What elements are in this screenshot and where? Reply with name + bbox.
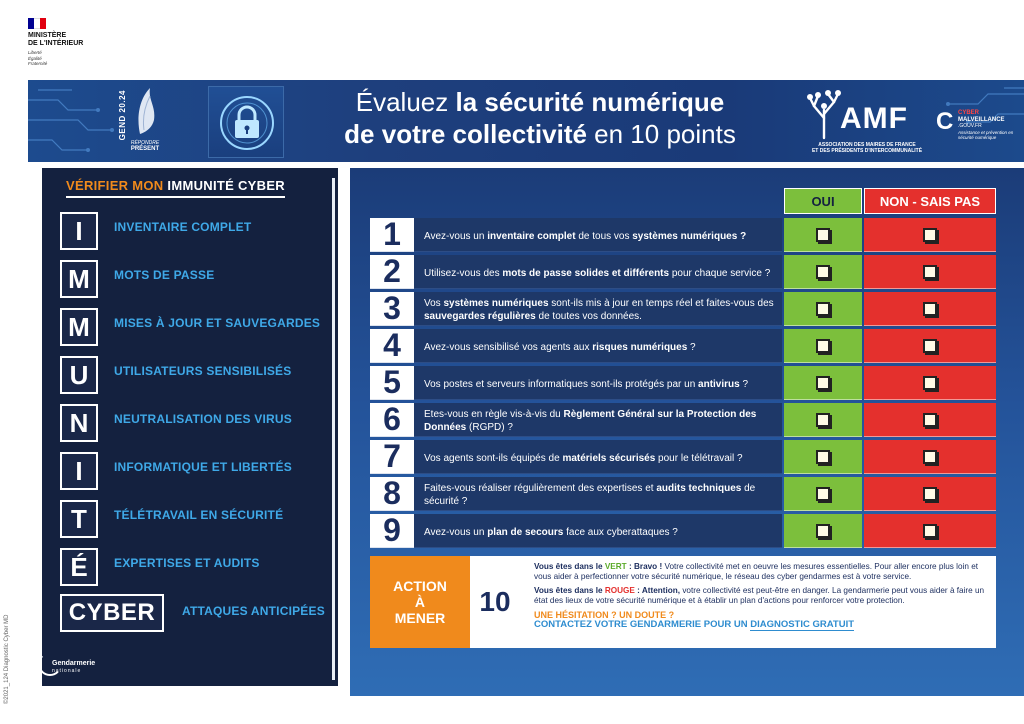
rouge-pre: Vous êtes dans le <box>534 586 605 595</box>
question-number: 4 <box>370 329 414 363</box>
question-row <box>370 514 996 548</box>
cyber-l3: .GOUV.FR <box>958 123 982 129</box>
oui-cell <box>784 477 862 511</box>
vert-word: VERT <box>604 562 627 571</box>
question-text-bold: plan de secours <box>487 526 564 538</box>
non-cell <box>864 218 996 252</box>
acrostic-letter-box: M <box>60 260 98 298</box>
question-text-part: Vos <box>424 298 444 309</box>
non-checkbox-icon[interactable] <box>923 228 937 242</box>
non-cell <box>864 255 996 289</box>
contact-line <box>534 620 986 630</box>
non-checkbox-icon[interactable] <box>923 265 937 279</box>
question-text-bold: risques numériques <box>592 341 688 353</box>
question-text-part: Avez-vous un <box>424 526 488 538</box>
oui-cell <box>784 218 862 252</box>
non-cell <box>864 477 996 511</box>
cyber-c-letter: C <box>936 108 954 135</box>
heading-white: IMMUNITÉ CYBER <box>163 178 285 193</box>
oui-checkbox-icon[interactable] <box>816 265 830 279</box>
acrostic-letter-box: N <box>60 404 98 442</box>
cyber-l2: MALVEILLANCE <box>958 117 1005 123</box>
question-text-bold: matériels sécurisés <box>562 452 656 464</box>
non-checkbox-icon[interactable] <box>923 413 937 427</box>
question-text-bold: antivirus <box>698 378 740 390</box>
divider-line <box>332 178 335 680</box>
question-row <box>370 366 996 400</box>
oui-checkbox-icon[interactable] <box>816 339 830 353</box>
oui-cell <box>784 329 862 363</box>
question-text <box>414 477 782 511</box>
rouge-text: votre collectivité est peut-être en danger. La gendarmerie peut vous aider à faire un état des lieux de votre sécurité numérique et à établir un plan d'actions pour renforcer votre protection. <box>534 586 985 605</box>
question-text-part: pour le télétravail ? <box>655 452 743 464</box>
question-row <box>370 403 996 437</box>
hesitation-text: UNE HÉSITATION ? UN DOUTE ? <box>534 610 675 620</box>
question-text-part: de tous vos <box>575 230 633 242</box>
vert-text: Votre collectivité met en oeuvre les mesures essentielles. Pour aller encore plus loin et vous aider à perfectionner votre sécurité numérique, le réseau des cyber gendarmes est à votre service. <box>534 562 979 581</box>
oui-checkbox-icon[interactable] <box>816 228 830 242</box>
acrostic-label: EXPERTISES ET AUDITS <box>114 556 260 570</box>
present-text: PRÉSENT <box>130 146 160 152</box>
amf-sub-1: ASSOCIATION DES MAIRES DE FRANCE <box>818 142 916 148</box>
non-checkbox-icon[interactable] <box>923 524 937 538</box>
question-text-bold: audits techniques <box>656 483 742 494</box>
non-cell <box>864 514 996 548</box>
tree-icon <box>806 88 842 140</box>
question-number: 2 <box>370 255 414 289</box>
column-header-non: NON - SAIS PAS <box>864 188 996 214</box>
ministry-logo <box>28 18 108 67</box>
header-banner <box>28 80 1024 162</box>
non-cell <box>864 403 996 437</box>
oui-checkbox-icon[interactable] <box>816 302 830 316</box>
question-text-bold: systèmes numériques ? <box>632 230 747 242</box>
acrostic-letter-box: U <box>60 356 98 394</box>
question-text-part: de toutes vos données. <box>535 311 642 322</box>
question-text-part: ? <box>739 378 749 390</box>
action-number: 10 <box>470 556 520 648</box>
non-checkbox-icon[interactable] <box>923 339 937 353</box>
question-text-part: (RGPD) ? <box>466 422 513 433</box>
oui-cell <box>784 255 862 289</box>
question-text <box>414 329 782 363</box>
immunite-panel <box>42 168 338 686</box>
rouge-post: : Attention, <box>634 586 681 595</box>
question-row <box>370 292 996 326</box>
oui-cell <box>784 403 862 437</box>
vert-post: : Bravo ! <box>626 562 663 571</box>
question-text-bold: mots de passe solides et différents <box>502 267 670 279</box>
questionnaire-panel <box>350 168 1024 696</box>
cyber-l4: Assistance et prévention en sécurité numérique <box>958 130 1014 140</box>
question-text-part: Vos agents sont-ils équipés de <box>424 452 563 464</box>
action-label-2: À <box>414 594 426 610</box>
ministry-name-2: DE L'INTÉRIEUR <box>28 40 84 47</box>
repondre-text: RÉPONDRE <box>130 140 160 146</box>
acrostic-label: MOTS DE PASSE <box>114 268 215 282</box>
question-text-part: Utilisez-vous des <box>424 267 503 279</box>
question-text <box>414 366 782 400</box>
vert-pre: Vous êtes dans le <box>534 562 605 571</box>
oui-cell <box>784 514 862 548</box>
oui-checkbox-icon[interactable] <box>816 487 830 501</box>
rouge-word: ROUGE <box>604 586 635 595</box>
column-header-oui: OUI <box>784 188 862 214</box>
question-number: 3 <box>370 292 414 326</box>
acrostic-label: NEUTRALISATION DES VIRUS <box>114 412 292 426</box>
motto-3: Fraternité <box>28 61 48 66</box>
page-title <box>300 86 780 150</box>
motto-1: Liberté <box>28 50 42 55</box>
question-number: 8 <box>370 477 414 511</box>
immunite-heading <box>66 178 285 198</box>
question-text <box>414 440 782 474</box>
circuit-decoration <box>28 80 118 162</box>
acrostic-letter-box: É <box>60 548 98 586</box>
question-number: 6 <box>370 403 414 437</box>
title-bold-2: de votre collectivité <box>344 119 587 149</box>
french-flag-icon <box>28 18 46 29</box>
question-text-bold: Règlement Général sur la Protection des Données <box>424 409 757 433</box>
question-text <box>414 255 782 289</box>
non-checkbox-icon[interactable] <box>923 450 937 464</box>
amf-letters: AMF <box>840 102 908 135</box>
amf-logo <box>804 86 930 156</box>
gendarmerie-logo <box>38 652 118 680</box>
cyber-l1: CYBER <box>958 110 980 116</box>
question-text-bold: sauvegardes régulières <box>424 311 536 322</box>
acrostic-label: INVENTAIRE COMPLET <box>114 220 252 234</box>
non-checkbox-icon[interactable] <box>923 487 937 501</box>
question-text-part: ? <box>687 341 696 353</box>
question-text-part: Etes-vous en règle vis-à-vis du <box>424 409 564 420</box>
question-row <box>370 440 996 474</box>
question-row <box>370 255 996 289</box>
acrostic-letter-box: I <box>60 452 98 490</box>
question-row <box>370 218 996 252</box>
motto-2: Égalité <box>28 55 42 61</box>
gendarmerie-plume-icon <box>134 86 160 136</box>
ministry-name-1: MINISTÈRE <box>28 32 67 39</box>
question-text-part: Avez-vous sensibilisé vos agents aux <box>424 341 593 353</box>
title-bold-1: la sécurité numérique <box>455 87 725 117</box>
question-text-part: de sécurité ? <box>424 483 756 507</box>
gn-sub: nationale <box>52 668 82 674</box>
question-number: 7 <box>370 440 414 474</box>
oui-checkbox-icon[interactable] <box>816 450 830 464</box>
gend-2024-seal <box>114 84 172 158</box>
padlock-tile <box>208 86 284 158</box>
contact-pre: CONTACTEZ VOTRE GENDARMERIE POUR UN <box>534 619 751 630</box>
question-text <box>414 292 782 326</box>
acrostic-label: ATTAQUES ANTICIPÉES <box>182 604 325 618</box>
question-text-part: Faites-vous réaliser régulièrement des expertises et <box>424 483 657 494</box>
question-text-bold: inventaire complet <box>487 230 576 242</box>
heading-orange: VÉRIFIER MON <box>66 178 164 193</box>
question-text-part: pour chaque service ? <box>669 267 771 279</box>
question-number: 5 <box>370 366 414 400</box>
oui-cell <box>784 440 862 474</box>
acrostic-label: INFORMATIQUE ET LIBERTÉS <box>114 460 292 474</box>
padlock-icon <box>209 87 285 159</box>
title-part-2: en 10 points <box>586 119 736 149</box>
copyright-text: ©2021_124 Diagnostic Cyber MD <box>4 614 10 704</box>
question-text <box>414 514 782 548</box>
acrostic-label: TÉLÉTRAVAIL EN SÉCURITÉ <box>114 508 284 522</box>
acrostic-letter-box: M <box>60 308 98 346</box>
acrostic-letter-box: T <box>60 500 98 538</box>
question-text <box>414 403 782 437</box>
non-cell <box>864 440 996 474</box>
acrostic-label: UTILISATEURS SENSIBILISÉS <box>114 364 292 378</box>
rouge-paragraph <box>534 586 986 606</box>
non-checkbox-icon[interactable] <box>923 302 937 316</box>
cybermalveillance-logo <box>934 104 1024 150</box>
action-info <box>520 556 996 648</box>
oui-cell <box>784 292 862 326</box>
oui-cell <box>784 366 862 400</box>
question-row <box>370 477 996 511</box>
acrostic-letter-box: I <box>60 212 98 250</box>
non-cell <box>864 292 996 326</box>
oui-checkbox-icon[interactable] <box>816 413 830 427</box>
oui-checkbox-icon[interactable] <box>816 376 830 390</box>
oui-checkbox-icon[interactable] <box>816 524 830 538</box>
non-checkbox-icon[interactable] <box>923 376 937 390</box>
action-label <box>370 556 470 648</box>
gend-year-text: GEND 20.24 <box>118 90 127 141</box>
question-text <box>414 218 782 252</box>
amf-sub-2: ET DES PRÉSIDENTS D'INTERCOMMUNALITÉ <box>811 148 923 154</box>
gn-name: Gendarmerie <box>52 660 96 667</box>
question-text-part: sont-ils mis à jour en temps réel et faites-vous des <box>548 298 774 309</box>
question-number: 1 <box>370 218 414 252</box>
non-cell <box>864 329 996 363</box>
question-text-part: Avez-vous un <box>424 230 488 242</box>
vert-paragraph <box>534 562 986 582</box>
action-label-1: ACTION <box>393 578 447 594</box>
title-part-1: Évaluez <box>355 87 456 117</box>
acrostic-label: MISES À JOUR ET SAUVEGARDES <box>114 316 321 330</box>
question-text-part: Vos postes et serveurs informatiques sont-ils protégés par un <box>424 378 699 390</box>
question-row <box>370 329 996 363</box>
diagnostic-link[interactable]: DIAGNOSTIC GRATUIT <box>750 619 855 630</box>
question-text-part: face aux cyberattaques ? <box>563 526 678 538</box>
acrostic-cyber-box: CYBER <box>60 594 164 632</box>
question-text-bold: systèmes numériques <box>443 298 549 309</box>
non-cell <box>864 366 996 400</box>
question-number: 9 <box>370 514 414 548</box>
action-label-3: MENER <box>394 610 446 626</box>
